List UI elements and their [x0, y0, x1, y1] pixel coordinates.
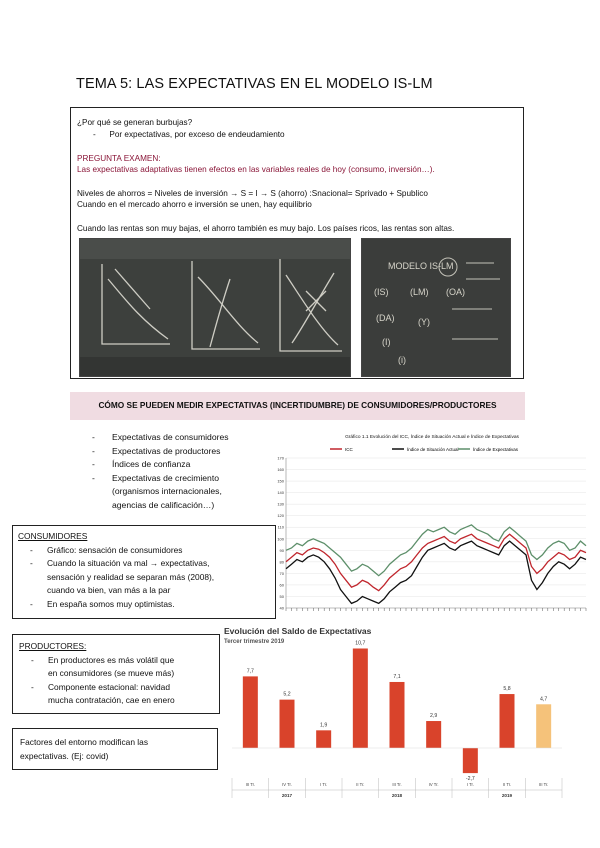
bar-1	[280, 700, 295, 748]
list-item: - Componente estacional: navidad	[19, 681, 219, 695]
factors-line-2: expectativas. (Ej: covid)	[20, 750, 109, 761]
bar-value-label: 7,1	[393, 673, 401, 680]
blackboard-equations	[362, 239, 510, 376]
blackboard-photo-graphs	[79, 238, 351, 377]
category-label: IV Tr.	[282, 782, 292, 787]
section-title: CÓMO SE PUEDEN MEDIR EXPECTATIVAS (INCERTIDUMBRE) DE CONSUMIDORES/PRODUCTORES	[98, 400, 497, 410]
board-text-i-lower: (i)	[398, 355, 406, 365]
y-tick-label: 40	[279, 605, 284, 611]
y-tick-label: 150	[277, 478, 284, 484]
y-tick-label: 60	[279, 582, 284, 588]
y-tick-label: 110	[277, 524, 284, 530]
list-item-cont: sensación y realidad se separan más (2008),	[47, 571, 215, 582]
list-item-cont: agencias de calificación…)	[112, 499, 215, 510]
bar-value-label: 5,2	[283, 691, 291, 698]
section-header	[70, 392, 525, 420]
bar-value-label: 5,8	[503, 686, 511, 693]
y-tick-label: 70	[279, 570, 284, 576]
bar-chart-subtitle: Tercer trimestre 2019	[224, 639, 285, 645]
y-tick-label: 140	[277, 490, 284, 496]
consumers-box	[12, 525, 276, 619]
y-tick-label: 90	[279, 547, 284, 553]
exam-text: Las expectativas adaptativas tienen efectos en las variables reales de hoy (consumo, inversión…).	[77, 165, 435, 174]
chart-title: Gráfico 1.1 Evolución del ICC, Índice de Situación Actual e Índice de Expectativas	[345, 435, 519, 440]
year-label: 2017	[281, 793, 293, 798]
category-label: III Tr.	[245, 782, 255, 787]
measures-list	[92, 431, 272, 512]
board-text-i-upper: (I)	[382, 337, 391, 347]
legend-situacion: Índice de Situación Actual	[407, 447, 459, 452]
list-item: - Expectativas de consumidores	[92, 431, 272, 445]
bar-4	[390, 682, 405, 748]
bar-value-label: -2,7	[465, 776, 475, 783]
list-item: - En productores es más volátil que	[19, 654, 219, 668]
list-item-cont: en consumidores (se mueve más)	[48, 668, 175, 678]
y-tick-label: 100	[277, 536, 284, 542]
question-text: ¿Por qué se generan burbujas?	[77, 118, 193, 127]
list-item-cont: mucha contratación, cae en enero	[48, 695, 175, 705]
equilibrium-text: Cuando en el mercado ahorro e inversión se unen, hay equilibrio	[77, 200, 312, 209]
bar-0	[243, 676, 258, 748]
bar-chart-title: Evolución del Saldo de Expectativas	[224, 626, 372, 636]
bar-8	[536, 704, 551, 748]
list-item: - Índices de confianza	[92, 458, 272, 472]
blackboard-sketch	[80, 239, 350, 376]
category-label: II Tr.	[502, 782, 512, 787]
page-title: TEMA 5: LAS EXPECTATIVAS EN EL MODELO IS-LM	[76, 76, 433, 92]
y-tick-label: 160	[277, 467, 284, 473]
bar-7	[500, 694, 515, 748]
list-item: - En españa somos muy optimistas.	[18, 598, 275, 612]
bar-value-label: 10,7	[355, 640, 366, 647]
factors-line-1: Factores del entorno modifican las	[20, 737, 149, 747]
bar-value-label: 7,7	[246, 668, 254, 675]
category-label: I Tr.	[466, 782, 474, 787]
blackboard-photo-model	[361, 238, 511, 377]
producers-heading: PRODUCTORES:	[19, 641, 87, 651]
board-text-lm: (LM)	[410, 287, 429, 297]
bar-value-label: 2,9	[430, 713, 438, 720]
list-item-cont: (organismos internacionales,	[112, 486, 222, 496]
board-text-model: MODELO IS-LM	[388, 261, 454, 271]
legend-expectativas: Índice de Expectativas	[473, 447, 519, 452]
legend-icc: ICC	[345, 447, 353, 452]
list-item: - Expectativas de crecimiento	[92, 472, 272, 486]
answer-label: Por expectativas, por exceso de endeudamiento	[109, 130, 285, 139]
exam-label: PREGUNTA EXAMEN:	[77, 154, 161, 163]
y-tick-label: 120	[277, 513, 284, 519]
list-item: - Cuando la situación va mal → expectativas,	[18, 557, 275, 571]
bar-value-label: 4,7	[540, 696, 548, 703]
expectations-bar-chart	[222, 622, 596, 802]
board-text-da: (DA)	[376, 313, 395, 323]
notes-box	[70, 107, 524, 379]
y-tick-label: 50	[279, 593, 284, 599]
list-item: - Gráfico: sensación de consumidores	[18, 544, 275, 558]
rents-text: Cuando las rentas son muy bajas, el ahorro también es muy bajo. Los países ricos, las rentas son altas.	[77, 224, 455, 233]
category-label: IV Tr.	[428, 782, 439, 787]
bar-3	[353, 648, 368, 748]
y-tick-label: 80	[279, 559, 284, 565]
bar-5	[426, 721, 441, 748]
factors-box	[12, 728, 218, 770]
list-item: - Expectativas de productores	[92, 445, 272, 459]
y-tick-label: 130	[277, 501, 284, 507]
icc-line-chart	[272, 428, 592, 618]
bar-2	[316, 730, 331, 748]
bar-6	[463, 748, 478, 773]
y-tick-label: 170	[277, 455, 284, 461]
producers-box	[12, 634, 220, 714]
category-label: II Tr.	[356, 782, 365, 787]
category-label: III Tr.	[392, 782, 402, 787]
answer-text: - Por expectativas, por exceso de endeudamiento	[93, 130, 285, 139]
bar-value-label: 1,9	[320, 722, 328, 729]
year-label: 2019	[501, 793, 513, 798]
board-text-is: (IS)	[374, 287, 389, 297]
category-label: I Tr.	[320, 782, 328, 787]
consumers-heading: CONSUMIDORES	[18, 531, 88, 541]
board-text-oa: (OA)	[446, 287, 465, 297]
year-label: 2018	[391, 793, 403, 798]
category-label: III Tr.	[539, 782, 549, 787]
levels-text: Niveles de ahorros = Niveles de inversión → S = I → S (ahorro) :Snacional= Sprivado + Spublico	[77, 189, 428, 198]
list-item-cont: cuando va bien, van más a la par	[47, 585, 171, 595]
board-text-y: (Y)	[418, 317, 430, 327]
